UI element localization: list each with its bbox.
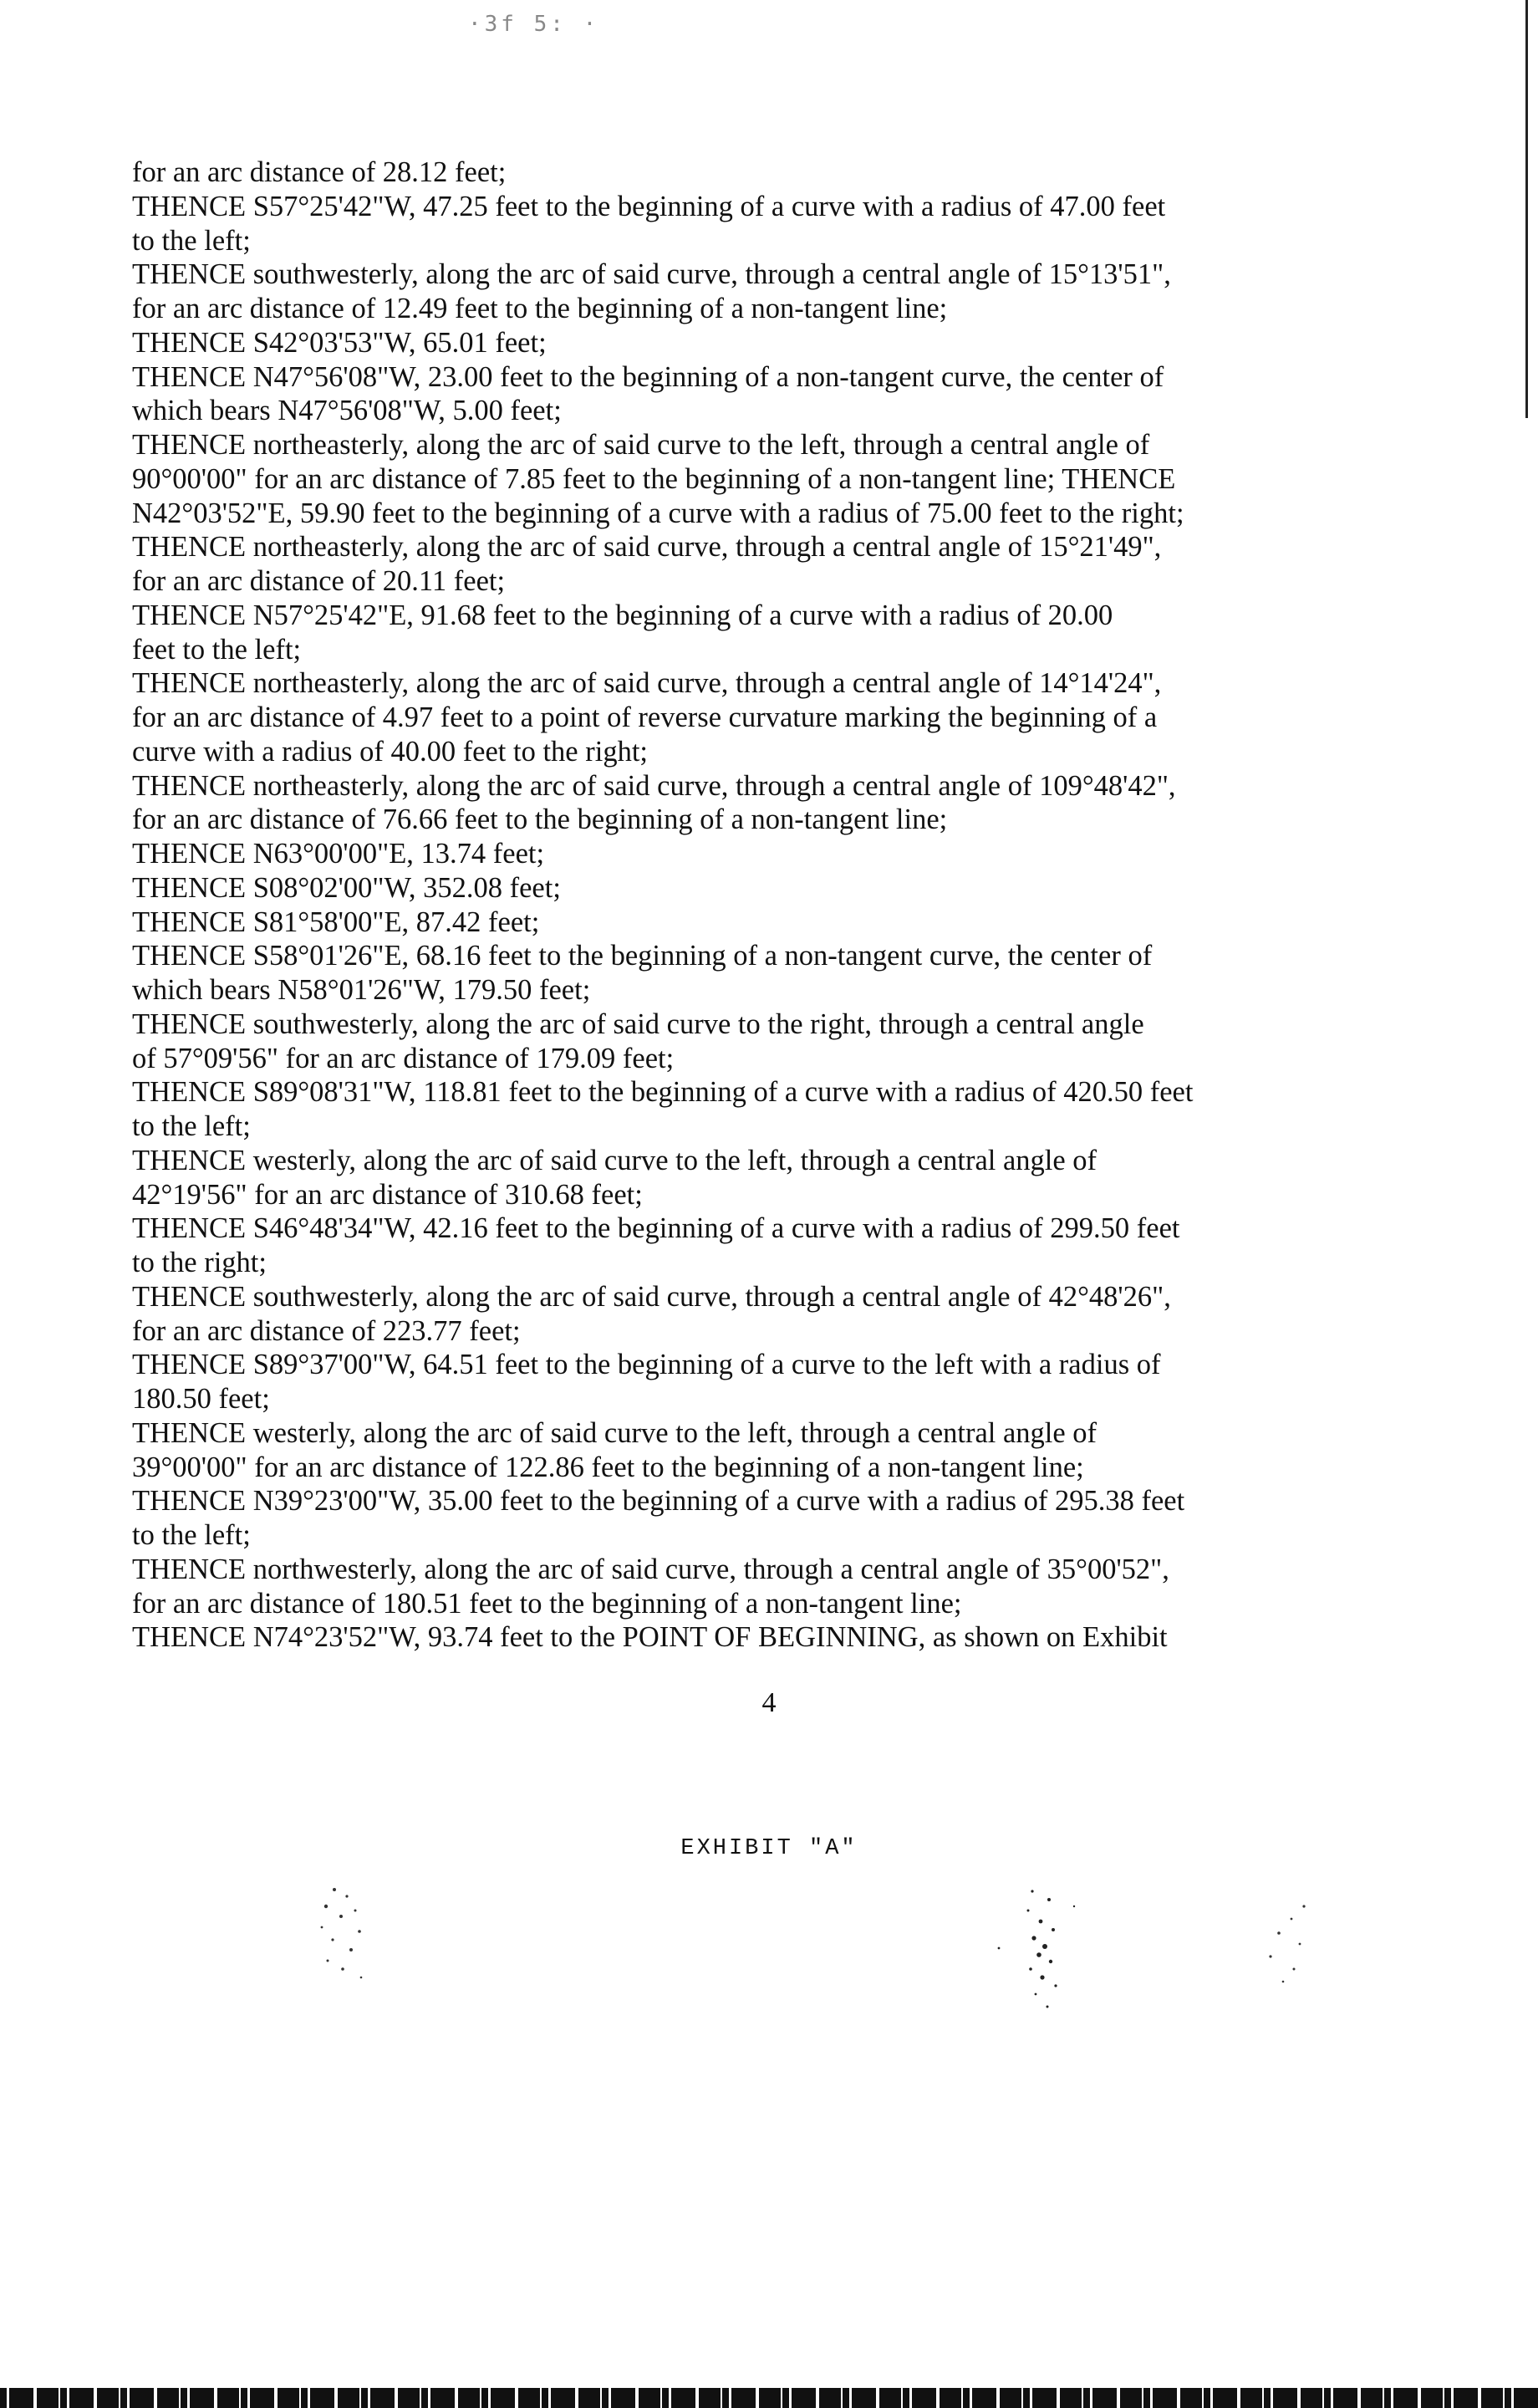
body-line: for an arc distance of 180.51 feet to the beginning of a non-tangent line;: [132, 1587, 962, 1620]
body-line: THENCE southwesterly, along the arc of said curve, through a central angle of 15°13'51",: [132, 258, 1171, 291]
scan-edge-rule: [1525, 0, 1528, 418]
body-line: THENCE N63°00'00"E, 13.74 feet;: [132, 838, 545, 870]
body-line: for an arc distance of 76.66 feet to the beginning of a non-tangent line;: [132, 804, 948, 836]
body-line: to the left;: [132, 224, 251, 257]
scan-speckle-right: [1254, 1898, 1329, 2007]
body-line: THENCE S89°08'31"W, 118.81 feet to the beginning of a curve with a radius of 420.50 feet: [132, 1076, 1194, 1109]
body-line: to the left;: [132, 1519, 251, 1551]
body-line: THENCE northwesterly, along the arc of said curve, through a central angle of 35°00'52",: [132, 1553, 1169, 1585]
body-line: THENCE southwesterly, along the arc of said curve, through a central angle of 42°48'26",: [132, 1280, 1171, 1313]
body-line: which bears N58°01'26"W, 179.50 feet;: [132, 974, 591, 1006]
body-line: 180.50 feet;: [132, 1383, 270, 1415]
body-line: to the right;: [132, 1247, 267, 1278]
body-line: THENCE southwesterly, along the arc of said curve to the right, through a central angle: [132, 1008, 1144, 1040]
body-line: THENCE N39°23'00"W, 35.00 feet to the beginning of a curve with a radius of 295.38 feet: [132, 1485, 1185, 1518]
body-line: THENCE S08°02'00"W, 352.08 feet;: [132, 871, 561, 904]
body-line: for an arc distance of 28.12 feet;: [132, 156, 507, 188]
body-line: THENCE N47°56'08"W, 23.00 feet to the beginning of a non-tangent curve, the center of: [132, 360, 1164, 393]
body-line: for an arc distance of 12.49 feet to the beginning of a non-tangent line;: [132, 293, 948, 324]
body-line: THENCE northeasterly, along the arc of said curve to the left, through a central angle of: [132, 429, 1150, 461]
body-line: for an arc distance of 4.97 feet to a point of reverse curvature marking the beginning of a: [132, 701, 1158, 733]
body-line: THENCE S89°37'00"W, 64.51 feet to the beginning of a curve to the left with a radius of: [132, 1349, 1161, 1381]
scan-bottom-edge: [0, 2388, 1538, 2408]
body-line: curve with a radius of 40.00 feet to the right;: [132, 735, 648, 768]
exhibit-label: EXHIBIT "A": [680, 1836, 858, 1861]
body-line: THENCE westerly, along the arc of said curve to the left, through a central angle of: [132, 1416, 1097, 1449]
body-line: THENCE S42°03'53"W, 65.01 feet;: [132, 326, 547, 359]
body-line: 42°19'56" for an arc distance of 310.68 feet;: [132, 1178, 643, 1211]
scan-speckle-center: [982, 1881, 1099, 2023]
header-stamp-mark: ·3f 5: ·: [468, 12, 600, 37]
body-line: 90°00'00" for an arc distance of 7.85 feet to the beginning of a non-tangent line; THENCE: [132, 462, 1176, 495]
body-line: THENCE S81°58'00"E, 87.42 feet;: [132, 906, 540, 938]
body-line: which bears N47°56'08"W, 5.00 feet;: [132, 395, 562, 427]
body-line: THENCE northeasterly, along the arc of said curve, through a central angle of 109°48'42",: [132, 769, 1176, 802]
body-line: of 57°09'56" for an arc distance of 179.09 feet;: [132, 1042, 675, 1074]
scan-speckle-left: [309, 1881, 401, 1990]
body-line: THENCE S58°01'26"E, 68.16 feet to the beginning of a non-tangent curve, the center of: [132, 940, 1153, 972]
body-line: THENCE S57°25'42"W, 47.25 feet to the beginning of a curve with a radius of 47.00 feet: [132, 190, 1166, 222]
body-line: N42°03'52"E, 59.90 feet to the beginning of a curve with a radius of 75.00 feet to the right;: [132, 497, 1184, 529]
legal-description-body: [132, 156, 1359, 1655]
body-line: to the left;: [132, 1110, 251, 1142]
body-line: THENCE westerly, along the arc of said curve to the left, through a central angle of: [132, 1144, 1097, 1176]
body-line: for an arc distance of 223.77 feet;: [132, 1314, 521, 1347]
body-line: THENCE N57°25'42"E, 91.68 feet to the beginning of a curve with a radius of 20.00: [132, 599, 1113, 631]
body-line: for an arc distance of 20.11 feet;: [132, 565, 506, 597]
body-line: feet to the left;: [132, 633, 302, 666]
body-line: THENCE northeasterly, along the arc of said curve, through a central angle of 14°14'24",: [132, 667, 1162, 700]
body-line: THENCE N74°23'52"W, 93.74 feet to the POINT OF BEGINNING, as shown on Exhibit: [132, 1621, 1168, 1654]
page-number: 4: [761, 1687, 777, 1718]
body-line: 39°00'00" for an arc distance of 122.86 feet to the beginning of a non-tangent line;: [132, 1451, 1084, 1483]
body-line: THENCE S46°48'34"W, 42.16 feet to the beginning of a curve with a radius of 299.50 feet: [132, 1212, 1180, 1245]
body-line: THENCE northeasterly, along the arc of said curve, through a central angle of 15°21'49",: [132, 531, 1162, 564]
